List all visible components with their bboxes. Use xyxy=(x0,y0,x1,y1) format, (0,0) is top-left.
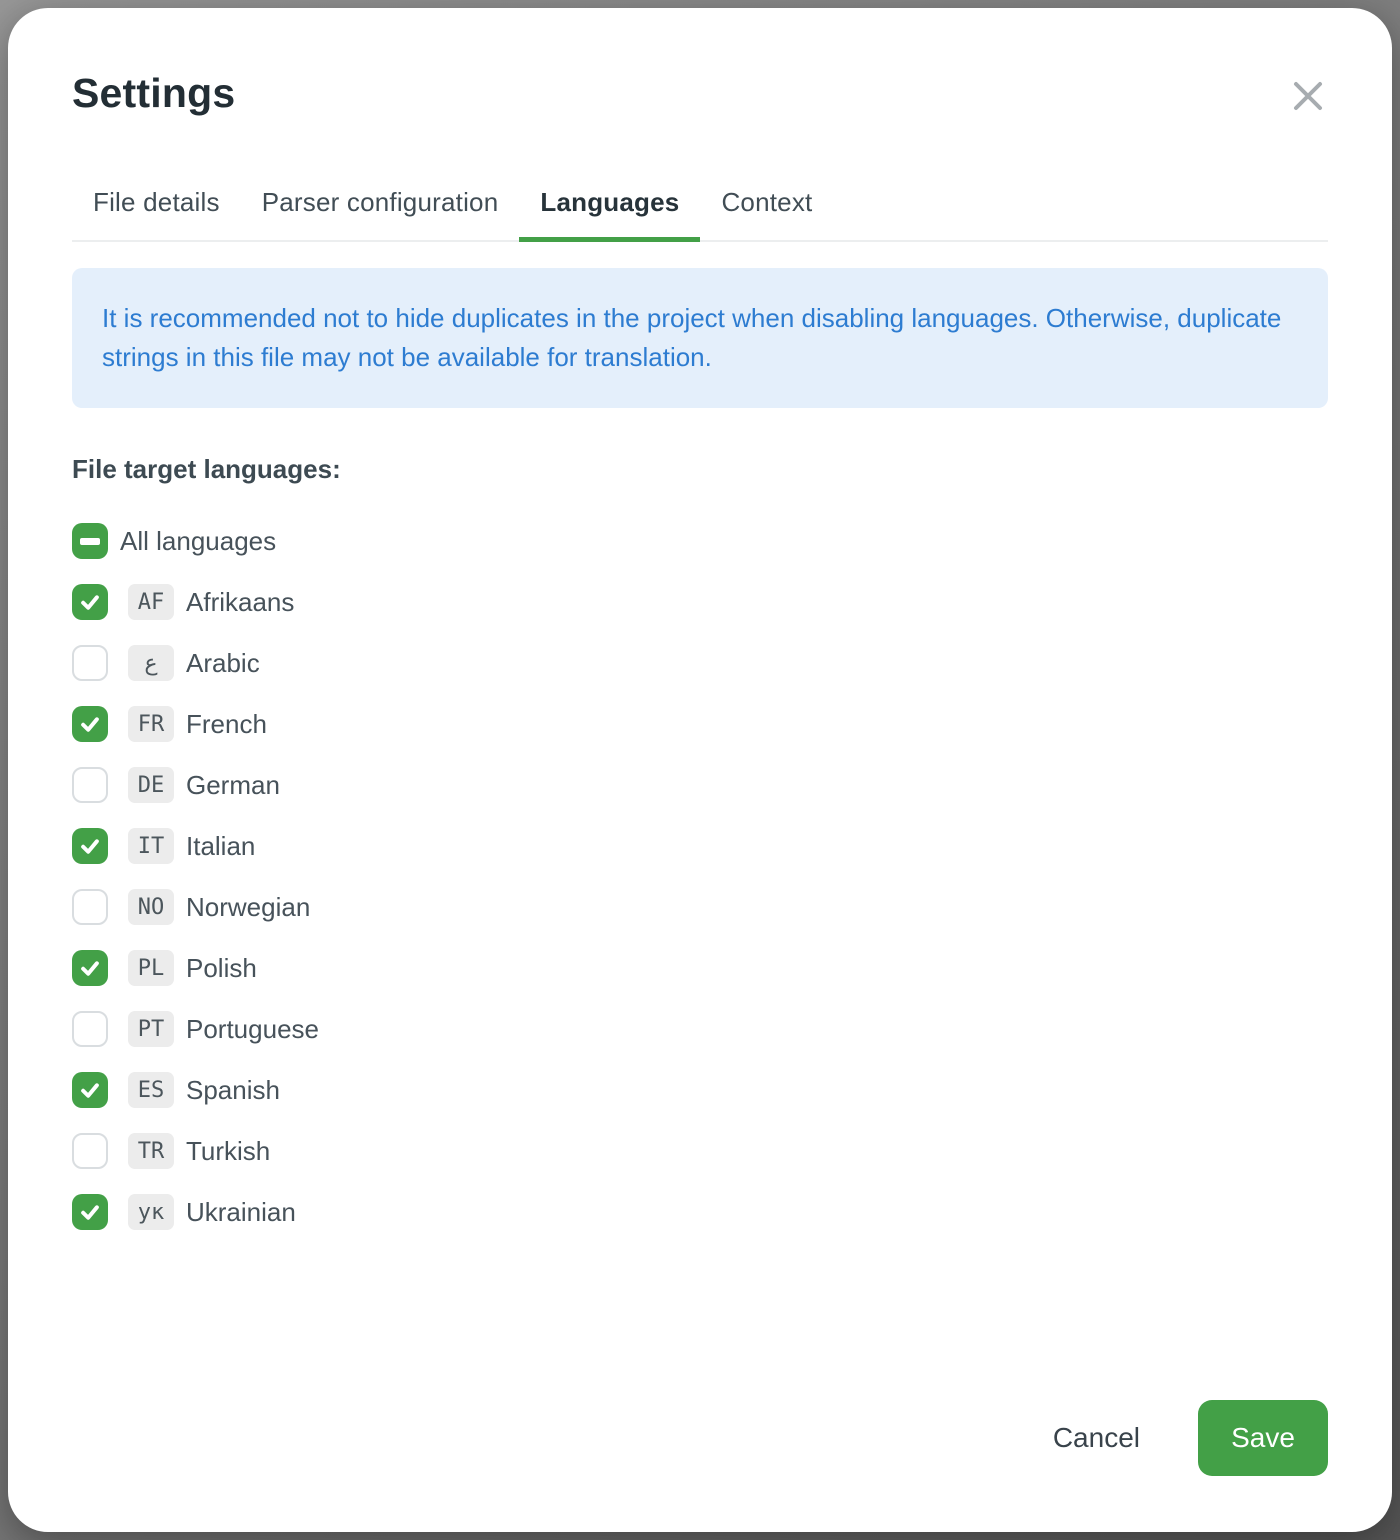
language-row-ukrainian[interactable] xyxy=(72,1194,296,1230)
save-button[interactable]: Save xyxy=(1198,1400,1328,1476)
language-name-label: Portuguese xyxy=(186,1013,319,1044)
language-code-badge: ع xyxy=(128,645,174,681)
close-button[interactable] xyxy=(1286,74,1330,118)
language-name-label: Arabic xyxy=(186,647,260,678)
language-checkbox[interactable] xyxy=(72,950,108,986)
language-name-label: Norwegian xyxy=(186,891,311,922)
language-name-label: Polish xyxy=(186,952,257,983)
language-code-badge: ук xyxy=(128,1194,174,1230)
indeterminate-icon xyxy=(80,538,100,545)
tab-label: Parser configuration xyxy=(261,187,499,217)
language-row-portuguese[interactable] xyxy=(72,1011,319,1047)
language-code-badge: AF xyxy=(128,584,174,620)
language-checkbox[interactable] xyxy=(72,645,108,681)
language-name-label: Ukrainian xyxy=(186,1196,296,1227)
checkmark-icon xyxy=(77,1077,103,1103)
tab-file-details[interactable] xyxy=(72,187,241,242)
language-name-label: Spanish xyxy=(186,1074,280,1105)
page-title: Settings xyxy=(72,70,236,116)
language-row-arabic[interactable] xyxy=(72,645,260,681)
language-name-label: German xyxy=(186,769,280,800)
language-checkbox[interactable] xyxy=(72,767,108,803)
language-code-badge: NO xyxy=(128,889,174,925)
language-row-turkish[interactable] xyxy=(72,1133,270,1169)
language-list xyxy=(72,523,1328,1230)
language-code-badge: ES xyxy=(128,1072,174,1108)
tab-bar xyxy=(72,187,1328,242)
language-code-badge: FR xyxy=(128,706,174,742)
language-checkbox[interactable] xyxy=(72,1072,108,1108)
cancel-button[interactable]: Cancel xyxy=(1052,1422,1140,1453)
info-banner-text: It is recommended not to hide duplicates in the project when disabling languages. Otherwise, duplicate strings in this file may not be available for translation. xyxy=(102,303,1282,372)
language-code-badge: PT xyxy=(128,1011,174,1047)
language-row-italian[interactable] xyxy=(72,828,255,864)
tab-label: Languages xyxy=(540,187,680,217)
language-row-german[interactable] xyxy=(72,767,280,803)
language-name-label: All languages xyxy=(120,525,277,556)
tab-label: Context xyxy=(721,187,813,217)
language-name-label: Afrikaans xyxy=(186,586,295,617)
checkmark-icon xyxy=(77,711,103,737)
language-row-afrikaans[interactable] xyxy=(72,584,294,620)
checkmark-icon xyxy=(77,955,103,981)
language-name-label: Turkish xyxy=(186,1135,271,1166)
language-checkbox[interactable] xyxy=(72,1194,108,1230)
tab-languages[interactable] xyxy=(519,187,700,242)
language-checkbox[interactable] xyxy=(72,523,108,559)
language-checkbox[interactable] xyxy=(72,706,108,742)
language-code-badge: IT xyxy=(128,828,174,864)
tab-parser-configuration[interactable] xyxy=(241,187,520,242)
tab-context[interactable] xyxy=(700,187,833,242)
dialog-footer xyxy=(1053,1400,1328,1476)
language-checkbox[interactable] xyxy=(72,584,108,620)
tab-label: File details xyxy=(93,187,220,217)
language-row-norwegian[interactable] xyxy=(72,889,310,925)
language-code-badge: PL xyxy=(128,950,174,986)
checkmark-icon xyxy=(77,833,103,859)
language-row-polish[interactable] xyxy=(72,950,257,986)
language-row-all-languages[interactable] xyxy=(72,523,276,559)
language-checkbox[interactable] xyxy=(72,1133,108,1169)
language-name-label: French xyxy=(186,708,267,739)
language-row-french[interactable] xyxy=(72,706,267,742)
language-checkbox[interactable] xyxy=(72,828,108,864)
language-checkbox[interactable] xyxy=(72,1011,108,1047)
checkmark-icon xyxy=(77,1199,103,1225)
language-row-spanish[interactable] xyxy=(72,1072,280,1108)
language-checkbox[interactable] xyxy=(72,889,108,925)
file-target-languages-label: File target languages: xyxy=(72,454,341,484)
settings-dialog xyxy=(8,8,1392,1532)
language-code-badge: TR xyxy=(128,1133,174,1169)
info-banner xyxy=(72,268,1328,408)
close-icon xyxy=(1286,74,1330,118)
language-name-label: Italian xyxy=(186,830,256,861)
language-code-badge: DE xyxy=(128,767,174,803)
checkmark-icon xyxy=(77,589,103,615)
